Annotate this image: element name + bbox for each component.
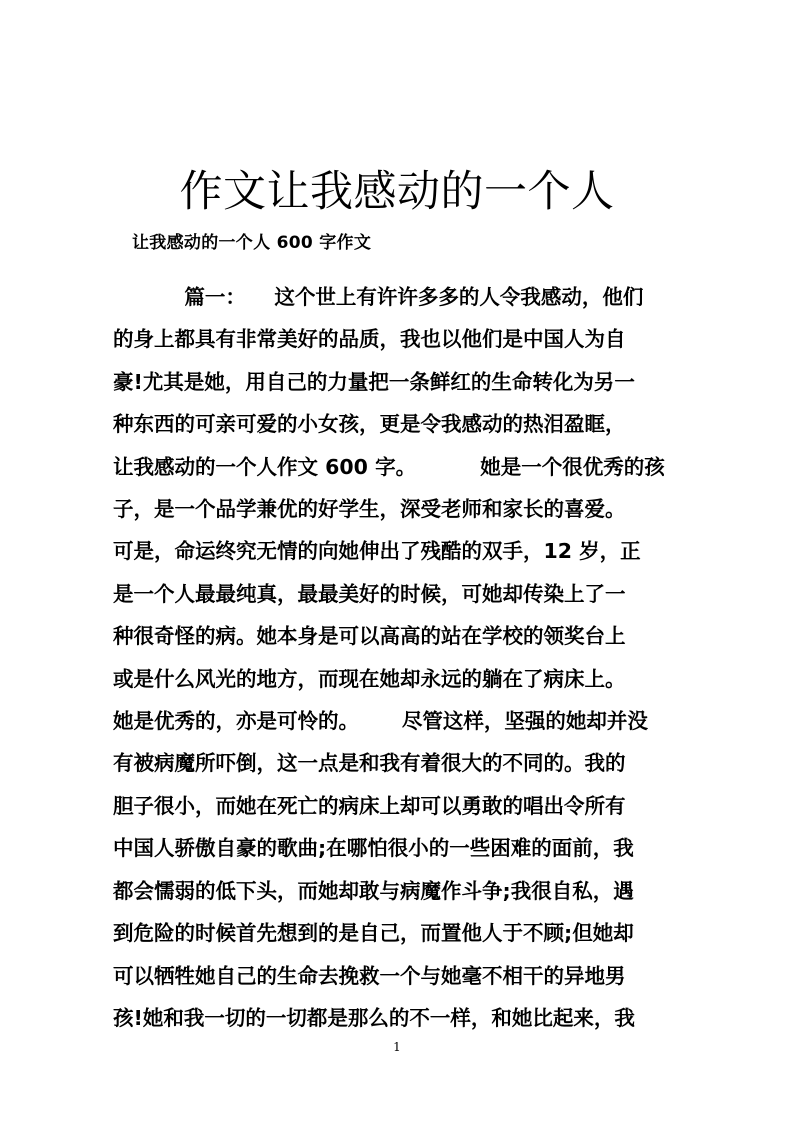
body-line: 让我感动的一个人作文 600 字。 她是一个很优秀的孩 xyxy=(113,454,665,479)
body-line: 种东西的可亲可爱的小女孩，更是令我感动的热泪盈眶， xyxy=(113,412,626,437)
body-line: 到危险的时候首先想到的是自己，而置他人于不顾;但她却 xyxy=(113,921,634,946)
document-subtitle: 让我感动的一个人 600 字作文 xyxy=(132,233,372,253)
body-line: 她是优秀的，亦是可怜的。 尽管这样，坚强的她却并没 xyxy=(113,709,648,734)
body-line: 中国人骄傲自豪的歌曲;在哪怕很小的一些困难的面前，我 xyxy=(113,836,634,861)
document-body xyxy=(113,276,683,1039)
page-title: 作文让我感动的一个人 xyxy=(179,166,615,217)
body-line: 可是，命运终究无情的向她伸出了残酷的双手，12 岁，正 xyxy=(113,539,641,564)
page-number: 1 xyxy=(393,1040,401,1054)
body-line: 可以牺牲她自己的生命去挽救一个与她毫不相干的异地男 xyxy=(113,963,626,988)
body-line: 或是什么风光的地方，而现在她却永远的躺在了病床上。 xyxy=(113,666,626,691)
body-line: 是一个人最最纯真，最最美好的时候，可她却传染上了一 xyxy=(113,581,626,606)
body-line: 种很奇怪的病。她本身是可以高高的站在学校的领奖台上 xyxy=(113,624,626,649)
body-line: 子，是一个品学兼优的好学生，深受老师和家长的喜爱。 xyxy=(113,497,626,522)
body-line: 胆子很小，而她在死亡的病床上却可以勇敢的唱出令所有 xyxy=(113,793,626,818)
body-line: 孩!她和我一切的一切都是那么的不一样，和她比起来，我 xyxy=(113,1005,635,1030)
body-line: 豪!尤其是她，用自己的力量把一条鲜红的生命转化为另一 xyxy=(113,369,635,394)
body-line: 都会懦弱的低下头，而她却敢与病魔作斗争;我很自私，遇 xyxy=(113,878,634,903)
body-line: 的身上都具有非常美好的品质，我也以他们是中国人为自 xyxy=(113,327,626,352)
body-line: 有被病魔所吓倒，这一点是和我有着很大的不同的。我的 xyxy=(113,751,626,776)
body-line: 篇一： 这个世上有许许多多的人令我感动，他们 xyxy=(113,285,644,309)
